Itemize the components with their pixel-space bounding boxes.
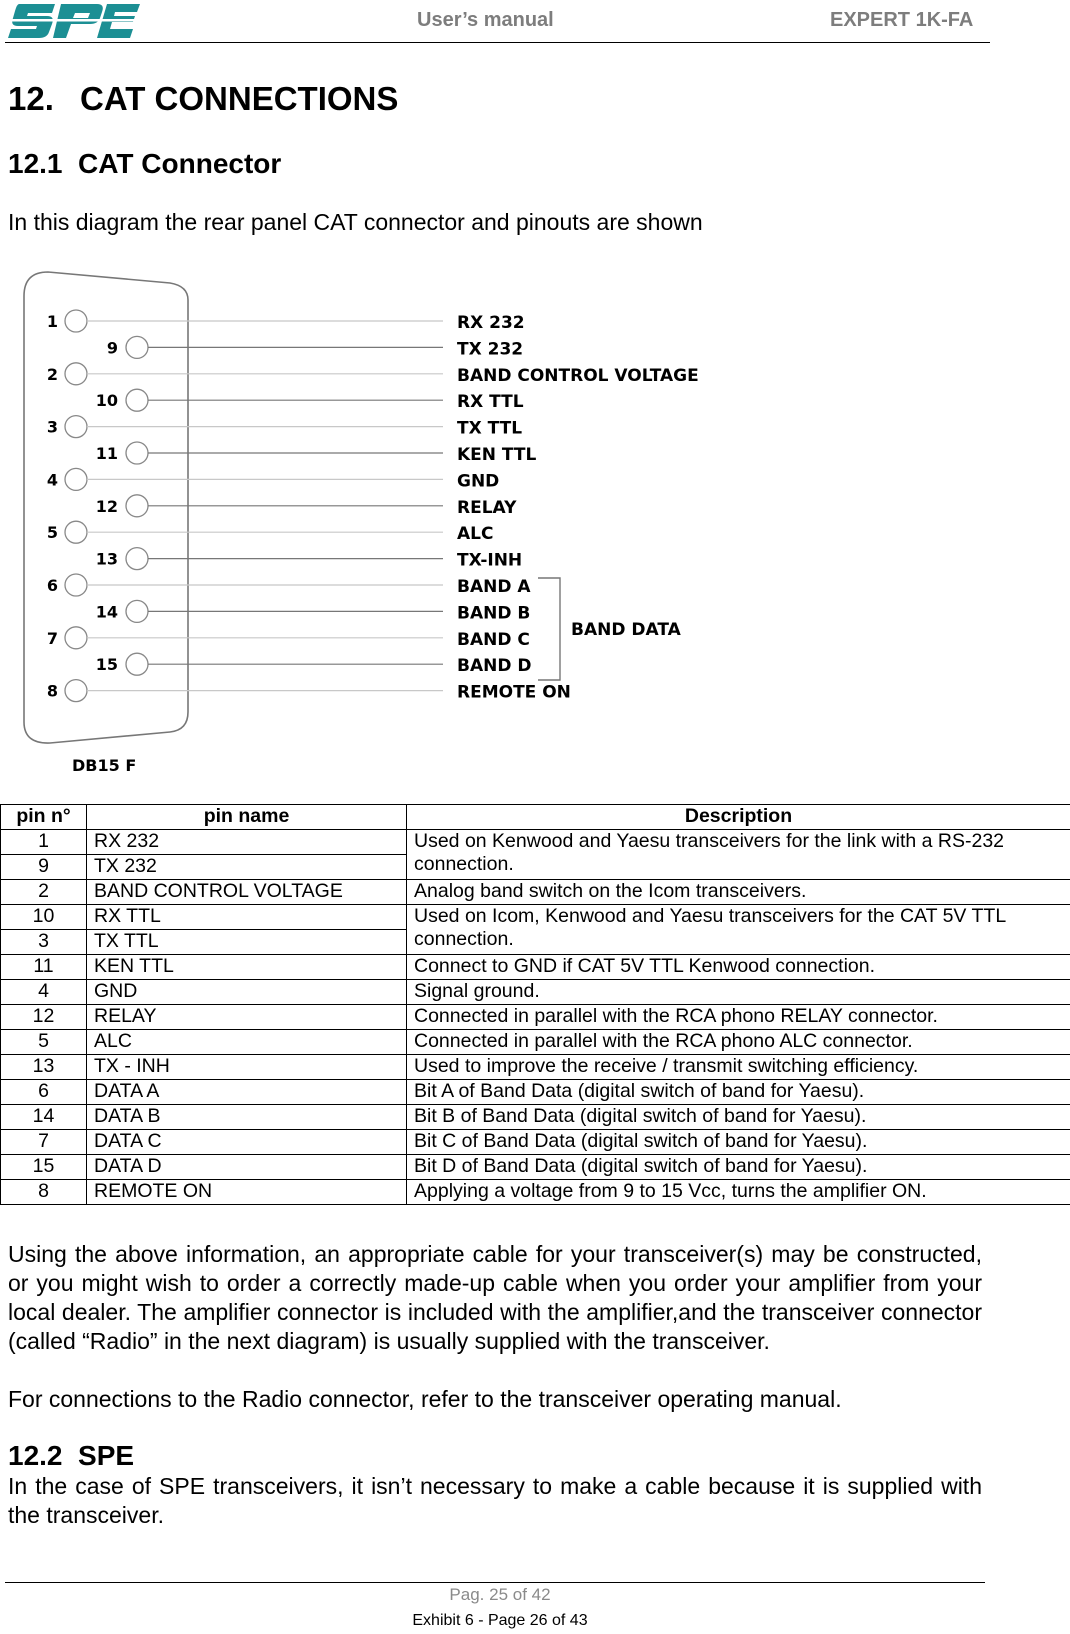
table-row — [1, 1155, 1070, 1180]
table-row — [1, 955, 1070, 980]
header-pin-number: pin n° — [1, 805, 87, 830]
pin-number: 13 — [1, 1055, 87, 1080]
pinout-table — [0, 804, 1070, 1205]
pin-name: BAND CONTROL VOLTAGE — [87, 880, 407, 905]
signal-label: ALC — [457, 524, 494, 545]
logo — [5, 2, 140, 40]
table-row — [1, 880, 1070, 905]
pin-number-label: 15 — [95, 655, 118, 675]
subsection-heading-cat-connector: 12.1 CAT Connector — [8, 148, 282, 179]
pin-number: 7 — [1, 1130, 87, 1155]
signal-label: TX 232 — [457, 339, 524, 360]
signal-label: BAND B — [457, 603, 531, 624]
table-row — [1, 1005, 1070, 1030]
pin-lines — [87, 321, 443, 691]
pin-name: DATA A — [87, 1080, 407, 1105]
pin-number: 6 — [1, 1080, 87, 1105]
table-row — [1, 1055, 1070, 1080]
radio-connector-note: For connections to the Radio connector, refer to the transceiver operating manual. — [8, 1386, 842, 1412]
pin-hole — [126, 442, 148, 464]
pin-number: 8 — [1, 1180, 87, 1205]
pin-hole — [126, 495, 148, 517]
pin-name: TX - INH — [87, 1055, 407, 1080]
pin-description: Bit D of Band Data (digital switch of band for Yaesu). — [407, 1155, 1070, 1180]
signal-label: BAND A — [457, 577, 531, 597]
signal-label: BAND C — [457, 629, 530, 650]
header-pin-name: pin name — [87, 805, 407, 830]
pin-description: Used on Icom, Kenwood and Yaesu transceivers for the CAT 5V TTL connection. — [407, 905, 1070, 955]
table-row — [1, 1130, 1070, 1155]
pin-hole — [126, 600, 148, 622]
pin-number-label: 4 — [46, 470, 58, 490]
footer-exhibit: Exhibit 6 - Page 26 of 43 — [412, 1612, 588, 1629]
pin-number: 1 — [1, 830, 87, 855]
signal-label: RX 232 — [457, 313, 525, 333]
pin-description: Signal ground. — [407, 980, 1070, 1005]
pin-number: 10 — [1, 905, 87, 930]
subsection-heading-spe: 12.2 SPE — [8, 1440, 135, 1471]
pin-hole — [65, 627, 87, 649]
pin-name: RELAY — [87, 1005, 407, 1030]
signal-label: REMOTE ON — [457, 682, 571, 703]
pin-number: 14 — [1, 1105, 87, 1130]
section-number: 12. — [8, 80, 54, 117]
pin-description: Connected in parallel with the RCA phono ALC connector. — [407, 1030, 1070, 1055]
pin-number-label: 12 — [95, 496, 118, 516]
header-model-label: EXPERT 1K-FA — [830, 9, 974, 31]
pin-name: RX TTL — [87, 905, 407, 930]
signal-label: TX-INH — [457, 550, 523, 571]
pin-name: DATA C — [87, 1130, 407, 1155]
table-row — [1, 1105, 1070, 1130]
pin-hole — [65, 680, 87, 702]
pin-description: Bit A of Band Data (digital switch of band for Yaesu). — [407, 1080, 1070, 1105]
pin-number-label: 9 — [106, 338, 118, 358]
db15-connector-diagram — [0, 262, 700, 782]
section-title: CAT CONNECTIONS — [80, 80, 399, 117]
pin-hole — [65, 468, 87, 490]
intro-text: In this diagram the rear panel CAT connector and pinouts are shown — [8, 209, 703, 235]
pin-number: 12 — [1, 1005, 87, 1030]
pin-number-label: 8 — [46, 681, 58, 701]
pin-description: Used to improve the receive / transmit switching efficiency. — [407, 1055, 1070, 1080]
pin-hole — [65, 574, 87, 596]
pin-name: REMOTE ON — [87, 1180, 407, 1205]
pin-number: 11 — [1, 955, 87, 980]
pin-hole — [65, 416, 87, 438]
pin-numbers — [47, 312, 118, 701]
band-data-bracket — [538, 578, 560, 680]
pin-name: DATA B — [87, 1105, 407, 1130]
table-row — [1, 980, 1070, 1005]
table-row — [1, 1030, 1070, 1055]
pin-number-label: 2 — [46, 364, 58, 384]
table-row — [1, 830, 1070, 855]
pin-number: 15 — [1, 1155, 87, 1180]
spe-logo — [5, 2, 140, 40]
signal-label: TX TTL — [457, 418, 523, 439]
header-manual-label: User’s manual — [417, 9, 554, 31]
table-row — [1, 1080, 1070, 1105]
pin-number: 2 — [1, 880, 87, 905]
signal-label: BAND D — [457, 656, 532, 677]
pin-number-label: 13 — [95, 549, 118, 569]
pin-name: RX 232 — [87, 830, 407, 855]
table-row — [1, 905, 1070, 930]
header-description: Description — [407, 805, 1070, 830]
pin-name: KEN TTL — [87, 955, 407, 980]
pin-name: DATA D — [87, 1155, 407, 1180]
pin-number-label: 10 — [95, 391, 118, 411]
footer-page-number: Pag. 25 of 42 — [449, 1585, 551, 1604]
table-row — [1, 1180, 1070, 1205]
pin-description: Connect to GND if CAT 5V TTL Kenwood connection. — [407, 955, 1070, 980]
pin-number: 5 — [1, 1030, 87, 1055]
header-divider — [5, 42, 990, 43]
table-header-row — [1, 805, 1070, 830]
pin-description: Connected in parallel with the RCA phono RELAY connector. — [407, 1005, 1070, 1030]
pin-number-label: 11 — [95, 444, 118, 463]
pin-description: Analog band switch on the Icom transceivers. — [407, 880, 1070, 905]
pin-number-label: 6 — [46, 576, 58, 595]
spe-text: In the case of SPE transceivers, it isn’t necessary to make a cable because it is supplied with the transceiver. — [8, 1473, 982, 1528]
band-data-label: BAND DATA — [571, 620, 681, 640]
pin-number: 4 — [1, 980, 87, 1005]
pin-description: Applying a voltage from 9 to 15 Vcc, turns the amplifier ON. — [407, 1180, 1070, 1205]
pin-hole — [126, 548, 148, 570]
signal-label: BAND CONTROL VOLTAGE — [457, 365, 699, 386]
signal-label: GND — [457, 471, 500, 492]
footer-divider — [5, 1582, 985, 1583]
pin-name: TX TTL — [87, 930, 407, 955]
pin-number-label: 7 — [46, 628, 58, 648]
pin-description: Bit C of Band Data (digital switch of band for Yaesu). — [407, 1130, 1070, 1155]
pin-description: Bit B of Band Data (digital switch of band for Yaesu). — [407, 1105, 1070, 1130]
pin-number-label: 1 — [46, 312, 58, 331]
pin-hole — [126, 653, 148, 675]
signal-label: RELAY — [457, 497, 517, 518]
cable-info-paragraph: Using the above information, an appropriate cable for your transceiver(s) may be constructed, or you might wish to order a correctly made-up cable when you order your amplifier from your local dealer. The amplifier connector is included with the amplifier,and the transceiver connector (called “Radio” in the next diagram) is usually supplied with the transceiver. — [8, 1241, 982, 1354]
pin-number-label: 14 — [95, 602, 118, 622]
pin-number-label: 3 — [46, 417, 58, 437]
pin-name: TX 232 — [87, 855, 407, 880]
pin-number: 3 — [1, 930, 87, 955]
pin-number-label: 5 — [46, 523, 58, 543]
pin-name: ALC — [87, 1030, 407, 1055]
signal-label: RX TTL — [457, 392, 524, 413]
connector-label: DB15 F — [72, 756, 137, 775]
pin-hole — [126, 336, 148, 358]
signal-label: KEN TTL — [457, 445, 537, 465]
pin-hole — [65, 363, 87, 385]
pin-name: GND — [87, 980, 407, 1005]
pin-description: Used on Kenwood and Yaesu transceivers for the link with a RS-232 connection. — [407, 830, 1070, 880]
pin-hole — [65, 310, 87, 332]
pin-hole — [65, 521, 87, 543]
pin-hole — [126, 389, 148, 411]
pin-number: 9 — [1, 855, 87, 880]
signal-labels — [457, 313, 699, 703]
